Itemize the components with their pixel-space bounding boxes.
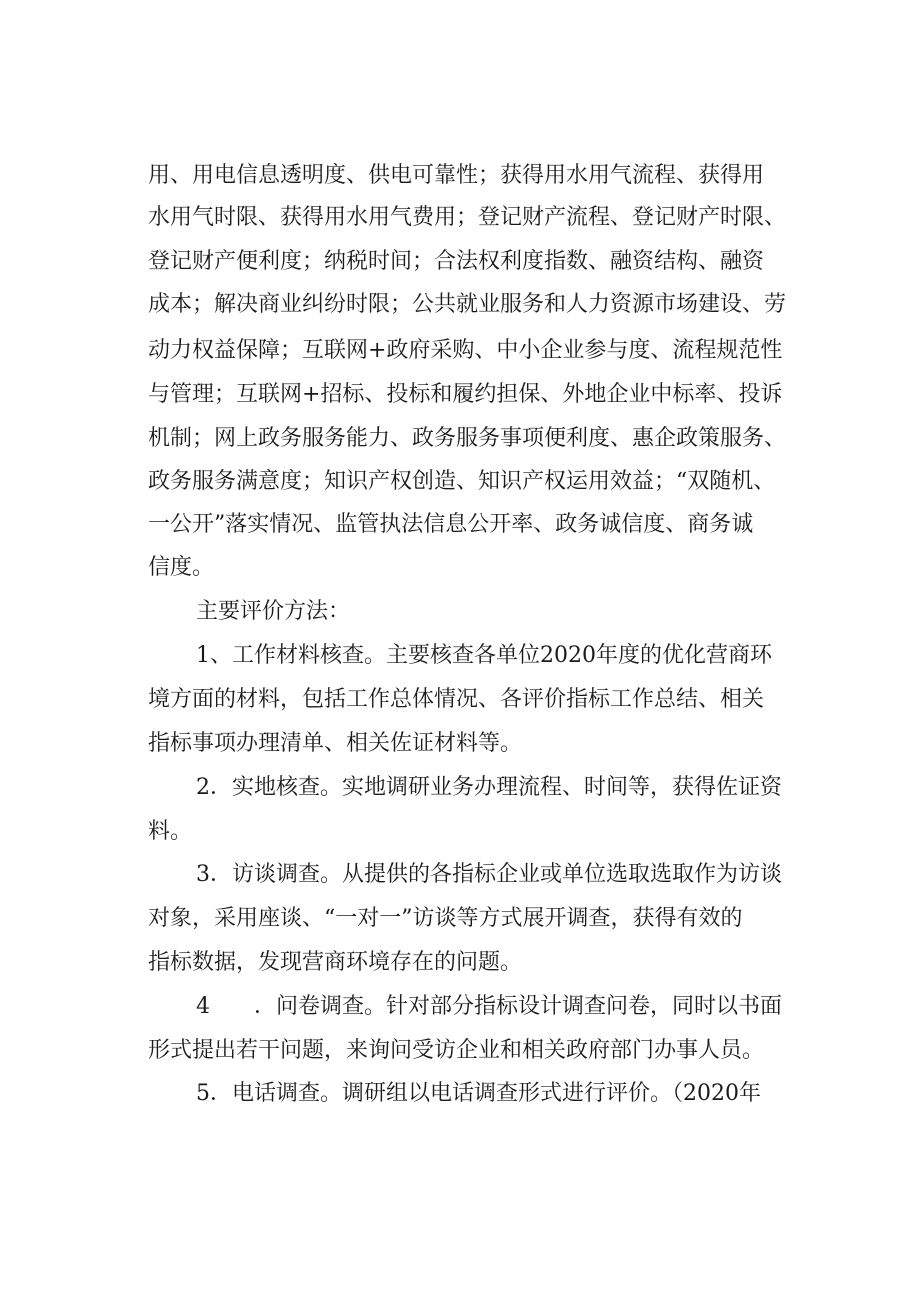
text-line: 动力权益保障；互联网+政府采购、中小企业参与度、流程规范性: [148, 338, 783, 363]
text-line: 信度。: [148, 555, 215, 580]
list-item: 2．实地核查。实地调研业务办理流程、时间等，获得佐证资: [196, 775, 782, 800]
text-line: 形式提出若干问题，来询问受访企业和相关政府部门办事人员。: [148, 1038, 765, 1063]
list-item: 5．电话调查。调研组以电话调查形式进行评价。（2020年: [196, 1081, 761, 1106]
text-line: 料。: [148, 819, 193, 844]
text-line: 登记财产便利度；纳税时间；合法权利度指数、融资结构、融资: [148, 249, 765, 274]
text-line: 成本；解决商业纠纷时限；公共就业服务和人力资源市场建设、劳: [148, 292, 787, 317]
list-item: 4 ．问卷调查。针对部分指标设计调查问卷，同时以书面: [196, 994, 782, 1019]
list-item: 3．访谈调查。从提供的各指标企业或单位选取选取作为访谈: [196, 862, 782, 887]
text-line: 水用气时限、获得用水用气费用；登记财产流程、登记财产时限、: [148, 205, 787, 230]
text-line: 对象，采用座谈、“一对一”访谈等方式展开调查，获得有效的: [148, 906, 743, 931]
text-line: 用、用电信息透明度、供电可靠性；获得用水用气流程、获得用: [148, 163, 765, 188]
text-line: 指标数据，发现营商环境存在的问题。: [148, 950, 523, 975]
text-line: 境方面的材料，包括工作总体情况、各评价指标工作总结、相关: [148, 687, 765, 712]
text-line: 指标事项办理清单、相关佐证材料等。: [148, 731, 523, 756]
text-line: 一公开”落实情况、监管执法信息公开率、政务诚信度、商务诚: [148, 512, 754, 537]
section-heading: 主要评价方法：: [196, 599, 351, 624]
text-line: 政务服务满意度；知识产权创造、知识产权运用效益；“双随机、: [148, 469, 776, 494]
text-line: 机制；网上政务服务能力、政务服务事项便利度、惠企政策服务、: [148, 426, 787, 451]
list-item: 1、工作材料核查。主要核查各单位2020年度的优化营商环: [196, 643, 772, 668]
text-line: 与管理；互联网+招标、投标和履约担保、外地企业中标率、投诉: [148, 382, 783, 407]
